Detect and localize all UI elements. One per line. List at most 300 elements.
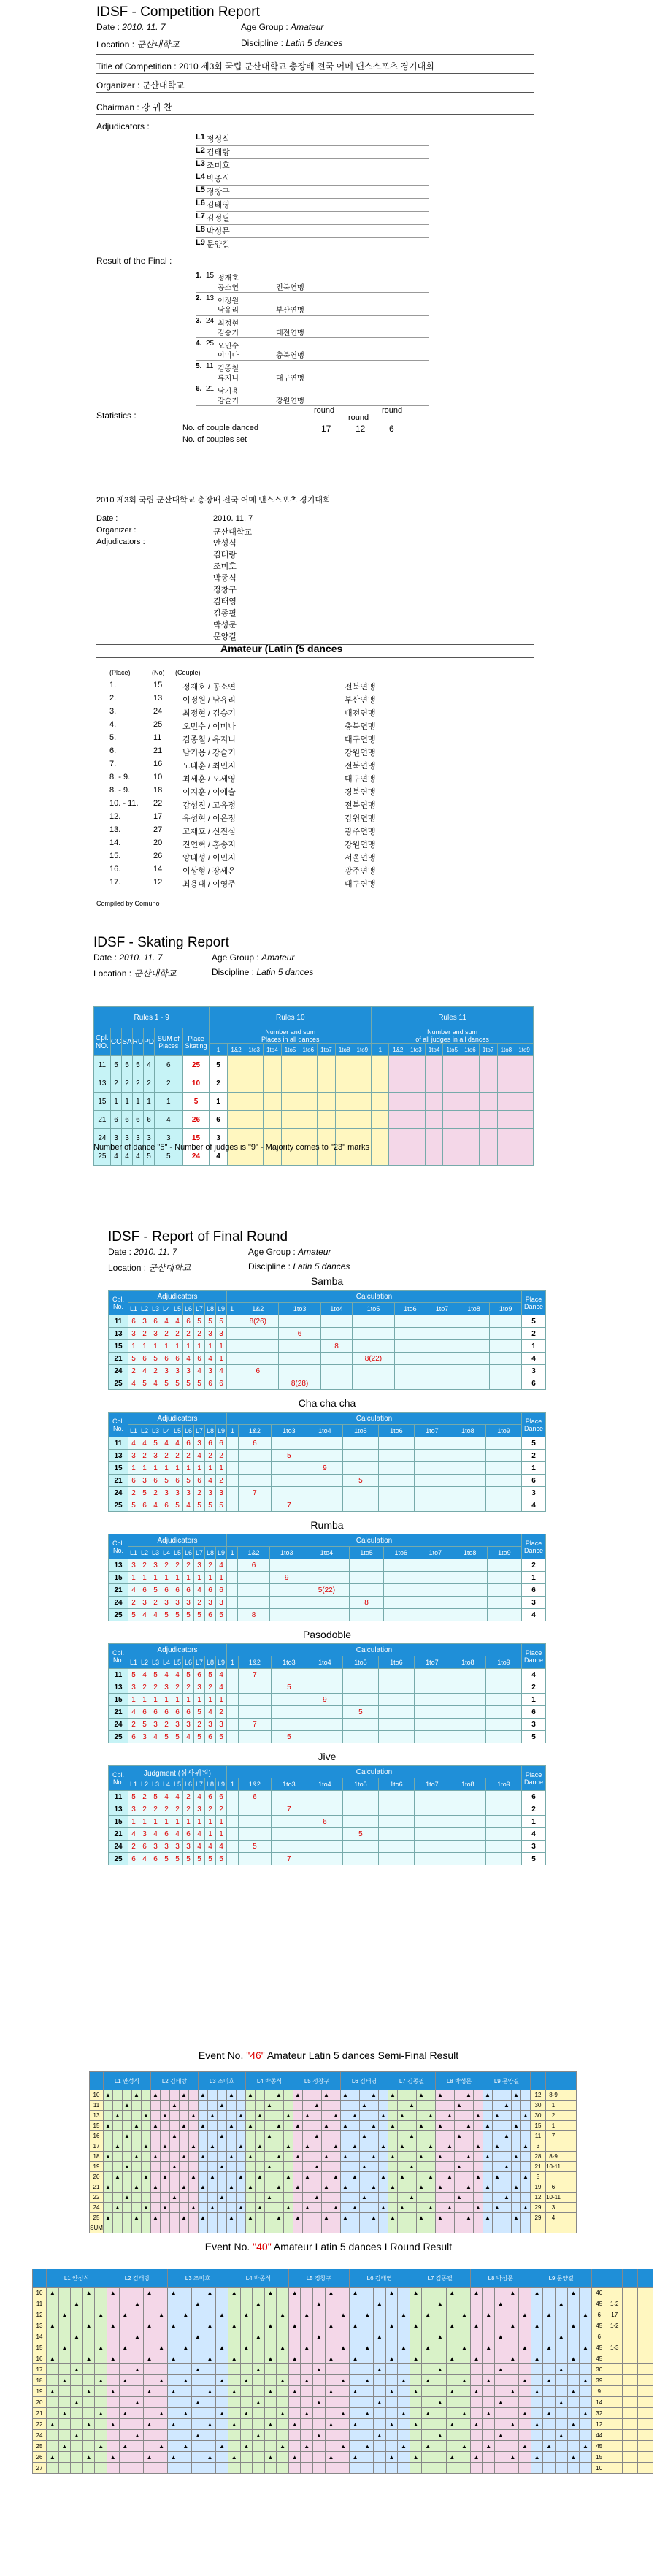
adjudicators-header: Adjudicators — [128, 1291, 227, 1303]
rule10-cell — [299, 1111, 318, 1129]
result-cell — [607, 2397, 622, 2408]
rule10-cell — [264, 1056, 282, 1074]
row-place: 7. — [110, 760, 117, 768]
judge-mark-cell — [204, 2441, 216, 2452]
judge-mark-cell — [455, 2141, 464, 2152]
judge-mark: 1 — [161, 1462, 172, 1475]
judge-mark-cell: ▲ — [189, 2141, 199, 2152]
judge-mark: 5 — [128, 1609, 139, 1621]
calc-cell — [426, 1377, 458, 1390]
judge-mark-cell: ▲ — [180, 2309, 192, 2320]
judge-mark-cell — [434, 2342, 447, 2353]
judge-mark-cell — [407, 2152, 417, 2162]
judge-mark-cell — [434, 2288, 447, 2298]
judge-mark: 6 — [161, 1706, 172, 1719]
judge-mark-cell: ▲ — [256, 2111, 265, 2121]
calc-cell — [353, 1328, 394, 1340]
calc-cell — [485, 1462, 521, 1475]
result-lady: 이미나 — [218, 352, 239, 360]
judge-mark-cell — [253, 2375, 265, 2386]
adjudicator-code: L3 — [196, 159, 205, 168]
calc-cell: 7 — [238, 1487, 271, 1499]
sum-cell: 30 — [531, 2111, 546, 2121]
judge-mark-cell — [519, 2353, 531, 2364]
judge-mark-cell — [361, 2452, 374, 2463]
judge-mark-cell: ▲ — [216, 2342, 228, 2353]
judge-mark-cell — [227, 2111, 237, 2121]
judge-mark-cell: ▲ — [71, 2331, 83, 2342]
judge-mark: 1 — [216, 1353, 227, 1365]
judge-col-header: L4 — [161, 1778, 172, 1791]
judge-mark-cell: ▲ — [180, 2090, 189, 2101]
judge-mark-cell — [470, 2342, 483, 2353]
judge-mark-cell — [385, 2364, 398, 2375]
calc-cell — [238, 1572, 269, 1584]
rule11-cell — [461, 1147, 480, 1166]
judge-mark-cell — [293, 2101, 303, 2111]
sheet-row — [90, 2101, 577, 2111]
judge-mark-cell — [312, 2090, 322, 2101]
judge-mark-cell: ▲ — [398, 2111, 407, 2121]
result-cell — [607, 2419, 622, 2430]
judge-mark-cell — [379, 2121, 388, 2131]
judge-mark: 5 — [172, 1377, 183, 1390]
judge-mark: 5 — [216, 1499, 227, 1512]
judge-mark-cell — [474, 2213, 483, 2223]
calc-cell — [227, 1353, 237, 1365]
judge-mark-cell — [155, 2397, 168, 2408]
result-place: 5. — [196, 362, 202, 370]
summary-cell — [637, 2288, 653, 2298]
judge-mark-cell — [445, 2101, 455, 2111]
rule10-cell — [318, 1074, 336, 1093]
dance-row — [109, 1853, 546, 1865]
calc-cell — [426, 1340, 458, 1353]
judge-mark: 2 — [150, 1597, 161, 1609]
judge-mark-cell — [567, 2397, 580, 2408]
judge-mark-cell: ▲ — [426, 2141, 436, 2152]
judge-mark-cell: ▲ — [350, 2141, 360, 2152]
judge-mark-cell: ▲ — [464, 2121, 474, 2131]
judge-mark-cell — [337, 2463, 350, 2474]
calc-cell — [227, 1719, 239, 1731]
judge-mark-cell: ▲ — [531, 2419, 543, 2430]
couple-no: 13 — [33, 2320, 47, 2331]
dance-row — [109, 1559, 546, 1572]
judge-mark-cell: ▲ — [284, 2172, 293, 2182]
summary-cell — [622, 2298, 637, 2309]
calc-cell — [307, 1475, 342, 1487]
judge-mark-cell — [507, 2397, 519, 2408]
judge-mark-cell — [388, 2162, 398, 2172]
judge-col-header: L5 — [172, 1778, 183, 1791]
result-place: 6. — [196, 385, 202, 393]
judge-mark-cell: ▲ — [167, 2452, 180, 2463]
row-place: 14. — [110, 838, 121, 847]
judge-mark-cell — [228, 2430, 240, 2441]
summary-cell — [561, 2111, 577, 2121]
judge-mark-cell — [426, 2223, 436, 2233]
row-no: 16 — [153, 760, 163, 768]
judge-mark: 5 — [128, 1669, 139, 1681]
judge-mark-cell: ▲ — [107, 2353, 119, 2364]
judge-mark: 4 — [139, 1853, 150, 1865]
judge-mark-cell — [458, 2320, 471, 2331]
judge-mark-cell — [155, 2386, 168, 2397]
judge-mark-cell — [71, 2463, 83, 2474]
place-dance: 6 — [522, 1791, 546, 1803]
adjudicator-row — [196, 172, 429, 186]
judge-mark-cell — [246, 2141, 256, 2152]
date-value: 2010. 11. 7 — [213, 514, 253, 523]
judge-mark-cell — [123, 2182, 132, 2193]
calc-cell — [453, 1584, 487, 1597]
judge-mark-cell — [143, 2375, 155, 2386]
couple-no: 19 — [33, 2386, 47, 2397]
rule11-cell — [515, 1093, 534, 1111]
compiled-footer: Compiled by Comuno — [96, 900, 160, 907]
calc-cell — [414, 1828, 450, 1841]
judge-mark-cell — [580, 2463, 592, 2474]
judge-mark-cell: ▲ — [104, 2121, 113, 2131]
judge-mark-cell — [325, 2331, 337, 2342]
couple-no: 18 — [90, 2152, 104, 2162]
adjudicator-row — [196, 186, 429, 199]
judge-mark-cell — [208, 2213, 218, 2223]
place-dance-header: Place Dance — [522, 1644, 546, 1669]
dance-place: 1 — [155, 1093, 183, 1111]
result-lady: 김승기 — [218, 329, 239, 337]
calc-col-header: 1 — [227, 1778, 239, 1791]
judge-mark-cell — [580, 2430, 592, 2441]
calculation-header: Calculation — [227, 1291, 522, 1303]
judge-mark-cell — [446, 2309, 458, 2320]
judge-mark-cell — [58, 2463, 71, 2474]
judge-mark-cell: ▲ — [493, 2141, 502, 2152]
skating-report-title: IDSF - Skating Report — [93, 935, 229, 950]
dance-row — [109, 1597, 546, 1609]
result-cell — [607, 2288, 622, 2298]
judge-mark-cell — [107, 2364, 119, 2375]
judge-mark-cell: ▲ — [119, 2441, 131, 2452]
calc-cell — [342, 1694, 378, 1706]
judge-mark: 3 — [139, 1315, 150, 1328]
dance-row — [109, 1669, 546, 1681]
place-dance: 2 — [522, 1559, 546, 1572]
judge-mark-cell: ▲ — [331, 2111, 341, 2121]
judge-mark-cell: ▲ — [274, 2213, 284, 2223]
judge-mark-cell — [361, 2397, 374, 2408]
judge-mark: 2 — [194, 1487, 205, 1499]
judge-col-header: L6 — [183, 1547, 194, 1559]
summary-cell — [622, 2364, 637, 2375]
judge-col-header: L9 — [216, 1425, 227, 1437]
judge-mark: 4 — [128, 1828, 139, 1841]
dance-row — [109, 1572, 546, 1584]
dance-row — [109, 1694, 546, 1706]
calc-cell — [271, 1791, 307, 1803]
result-man: 정재호 — [218, 275, 239, 283]
judge-mark-cell: ▲ — [493, 2111, 502, 2121]
judge-mark-cell — [410, 2309, 422, 2320]
couple-no: 10 — [90, 2090, 104, 2101]
judge-mark-cell: ▲ — [379, 2141, 388, 2152]
judge-mark: 1 — [128, 1816, 139, 1828]
judge-mark-cell — [519, 2320, 531, 2331]
calc-col-header: 1&2 — [238, 1425, 271, 1437]
judge-mark-cell — [142, 2193, 151, 2203]
judge-mark-cell: ▲ — [189, 2111, 199, 2121]
calc-col-header: 1to9 — [487, 1547, 521, 1559]
judge-mark-cell: ▲ — [189, 2203, 199, 2213]
judge-mark-cell — [284, 2193, 293, 2203]
judge-mark: 1 — [183, 1462, 194, 1475]
calc-cell — [279, 1365, 320, 1377]
judge-mark-cell — [434, 2320, 447, 2331]
judge-mark-cell: ▲ — [398, 2172, 407, 2182]
judge-mark-cell — [398, 2090, 407, 2101]
result-row — [96, 773, 447, 786]
location-label: Location : — [93, 968, 132, 979]
dance-place: 6 — [144, 1111, 155, 1129]
summary-cell — [561, 2172, 577, 2182]
result-cell — [607, 2441, 622, 2452]
judge-mark: 4 — [128, 1437, 139, 1450]
row-region: 전북연맹 — [345, 801, 376, 810]
judge-mark-cell: ▲ — [151, 2121, 161, 2131]
place-dance: 1 — [522, 1572, 546, 1584]
judge-mark-cell — [398, 2101, 407, 2111]
judge-mark-cell — [240, 2386, 253, 2397]
calc-cell — [414, 1437, 450, 1450]
row-no: 20 — [153, 838, 163, 847]
judge-mark-cell — [218, 2111, 227, 2121]
judge-mark-cell: ▲ — [303, 2172, 312, 2182]
calc-cell — [320, 1377, 353, 1390]
judge-mark-cell: ▲ — [543, 2375, 556, 2386]
judge-mark-cell — [349, 2397, 361, 2408]
judge-mark-cell: ▲ — [58, 2309, 71, 2320]
judge-mark-cell — [531, 2298, 543, 2309]
judge-mark-cell: ▲ — [422, 2309, 434, 2320]
calc-col-header: 1to4 — [307, 1656, 342, 1669]
calc-cell — [342, 1462, 378, 1475]
judge-mark-cell — [246, 2193, 256, 2203]
calc-col-header: 1to8 — [450, 1425, 485, 1437]
judge-mark-cell: ▲ — [455, 2162, 464, 2172]
judge-mark-cell: ▲ — [349, 2353, 361, 2364]
judge-mark: 2 — [139, 1328, 150, 1340]
judge-mark-cell: ▲ — [218, 2193, 227, 2203]
summary-cell — [622, 2342, 637, 2353]
judge-mark-cell — [240, 2364, 253, 2375]
judge-mark-cell — [521, 2213, 531, 2223]
rule10-cell — [264, 1093, 282, 1111]
calc-cell — [414, 1694, 450, 1706]
calc-cell — [378, 1719, 414, 1731]
judge-mark: 6 — [128, 1315, 139, 1328]
judge-mark-cell: ▲ — [288, 2288, 301, 2298]
judge-mark-cell — [374, 2309, 386, 2320]
sheet-row — [90, 2152, 577, 2162]
rule11-cell — [479, 1074, 497, 1093]
judge-mark-cell — [349, 2375, 361, 2386]
judge-mark-cell — [301, 2452, 313, 2463]
judge-mark-cell — [455, 2152, 464, 2162]
place-dance: 2 — [522, 1681, 546, 1694]
skating-row — [94, 1074, 534, 1093]
judge-mark-cell — [521, 2193, 531, 2203]
judge-mark-cell — [458, 2288, 471, 2298]
result-man: 오민수 — [218, 343, 239, 351]
judge-mark: 4 — [150, 1377, 161, 1390]
judge-mark-cell — [192, 2342, 204, 2353]
judge-mark-cell — [398, 2131, 407, 2141]
judge-mark-cell — [507, 2430, 519, 2441]
judge-mark-cell — [180, 2162, 189, 2172]
judge-mark-cell — [218, 2203, 227, 2213]
judge-mark-cell: ▲ — [464, 2152, 474, 2162]
judge-mark-cell — [341, 2141, 350, 2152]
final-dance-tables — [108, 1275, 546, 1873]
judge-mark-cell: ▲ — [82, 2353, 95, 2364]
dance-place: 5 — [144, 1147, 155, 1166]
judge-mark-cell: ▲ — [284, 2203, 293, 2213]
judge-mark: 5 — [150, 1791, 161, 1803]
judge-mark-cell — [331, 2131, 341, 2141]
judge-mark-cell: ▲ — [119, 2342, 131, 2353]
judge-mark-cell — [204, 2364, 216, 2375]
judge-mark-cell: ▲ — [47, 2452, 59, 2463]
dance-place: 3 — [110, 1129, 121, 1147]
calc-cell — [349, 1572, 383, 1584]
row-couple: 김종철 / 유지니 — [182, 735, 236, 744]
judge-mark-cell — [228, 2441, 240, 2452]
judge-mark-cell: ▲ — [104, 2182, 113, 2193]
judge-mark-cell — [218, 2152, 227, 2162]
judge-mark-cell — [240, 2452, 253, 2463]
judge-mark-cell — [493, 2101, 502, 2111]
judge-mark-cell: ▲ — [417, 2152, 426, 2162]
judge-mark-cell: ▲ — [398, 2441, 410, 2452]
judge-mark-cell — [161, 2121, 170, 2131]
judge-mark-cell — [379, 2213, 388, 2223]
judge-mark-cell — [303, 2101, 312, 2111]
judge-mark-cell — [113, 2101, 123, 2111]
row-region: 대구연맹 — [345, 775, 376, 784]
organizer-value: 군산대학교 — [142, 80, 185, 91]
judge-mark-cell — [265, 2213, 274, 2223]
cpl-no-header: Cpl. NO. — [94, 1028, 111, 1056]
judge-mark-cell: ▲ — [458, 2375, 471, 2386]
judge-mark: 3 — [194, 1437, 205, 1450]
calc-cell: 5 — [342, 1475, 378, 1487]
judge-mark-cell — [369, 2162, 379, 2172]
judge-mark-cell: ▲ — [204, 2386, 216, 2397]
judge-mark-cell — [493, 2223, 502, 2233]
judge-mark-cell — [131, 2419, 144, 2430]
judge-mark-cell — [218, 2223, 227, 2233]
judge-mark-cell: ▲ — [458, 2441, 471, 2452]
place-dance: 6 — [522, 1377, 546, 1390]
judge-mark-cell — [288, 2441, 301, 2452]
judge-mark-cell: ▲ — [388, 2090, 398, 2101]
judge-mark-cell — [131, 2463, 144, 2474]
result-cell: 1-3 — [607, 2342, 622, 2353]
calc-cell — [227, 1377, 237, 1390]
judge-mark-cell — [445, 2213, 455, 2223]
judge-mark: 1 — [205, 1816, 216, 1828]
judge-mark-cell — [493, 2090, 502, 2101]
cpl-no: 24 — [109, 1597, 128, 1609]
judge-mark-cell — [161, 2162, 170, 2172]
judge-mark-cell — [379, 2193, 388, 2203]
calc-cell: 5 — [342, 1828, 378, 1841]
judge-mark-cell — [301, 2331, 313, 2342]
adjudicator-name: 김태영 — [213, 597, 237, 606]
calc-cell: 6 — [238, 1559, 269, 1572]
judge-mark-cell — [494, 2375, 507, 2386]
judge-mark-cell: ▲ — [303, 2203, 312, 2213]
judge-mark-cell — [350, 2223, 360, 2233]
judge-mark-cell — [58, 2298, 71, 2309]
judge-mark: 1 — [172, 1462, 183, 1475]
judge-mark-cell — [434, 2375, 447, 2386]
judge-mark-cell: ▲ — [543, 2441, 556, 2452]
judge-mark-cell — [123, 2111, 132, 2121]
judge-mark-cell — [180, 2131, 189, 2141]
judge-mark: 3 — [172, 1719, 183, 1731]
judge-mark: 6 — [183, 1437, 194, 1450]
cpl-no-header: Cpl. No. — [109, 1534, 128, 1559]
judge-mark-cell: ▲ — [493, 2203, 502, 2213]
calc-cell — [307, 1499, 342, 1512]
judge-mark: 6 — [161, 1353, 172, 1365]
judge-mark-cell — [131, 2309, 144, 2320]
judge-mark-cell: ▲ — [385, 2288, 398, 2298]
judge-mark-cell — [199, 2162, 208, 2172]
judge-mark-cell — [155, 2320, 168, 2331]
cpl-no: 11 — [109, 1437, 128, 1450]
skating-table-container — [93, 1006, 534, 1166]
judge-mark-cell: ▲ — [218, 2162, 227, 2172]
judge-mark-cell — [398, 2121, 407, 2131]
calc-cell — [269, 1597, 304, 1609]
judge-mark-cell: ▲ — [71, 2430, 83, 2441]
judge-mark-cell — [374, 2342, 386, 2353]
judge-mark-cell — [521, 2121, 531, 2131]
calc-cell — [227, 1584, 238, 1597]
judge-mark: 4 — [205, 1841, 216, 1853]
judge-mark-cell — [385, 2441, 398, 2452]
calc-col-header: 1&2 — [238, 1778, 271, 1791]
summary-header — [622, 2269, 637, 2288]
couple-no: 12 — [33, 2309, 47, 2320]
judge-mark-cell — [155, 2419, 168, 2430]
summary-header — [531, 2072, 546, 2090]
rule11-cell — [461, 1056, 480, 1074]
judge-mark-cell — [374, 2452, 386, 2463]
sum-cell: 15 — [531, 2121, 546, 2131]
calc-cell — [378, 1475, 414, 1487]
judge-mark-cell — [331, 2193, 341, 2203]
calc-cell: 9 — [269, 1572, 304, 1584]
judge-col-header: L8 — [205, 1425, 216, 1437]
judge-mark-cell: ▲ — [407, 2131, 417, 2141]
rule10-cell — [281, 1056, 299, 1074]
judge-mark-cell — [274, 2223, 284, 2233]
judge-mark-cell — [337, 2353, 350, 2364]
